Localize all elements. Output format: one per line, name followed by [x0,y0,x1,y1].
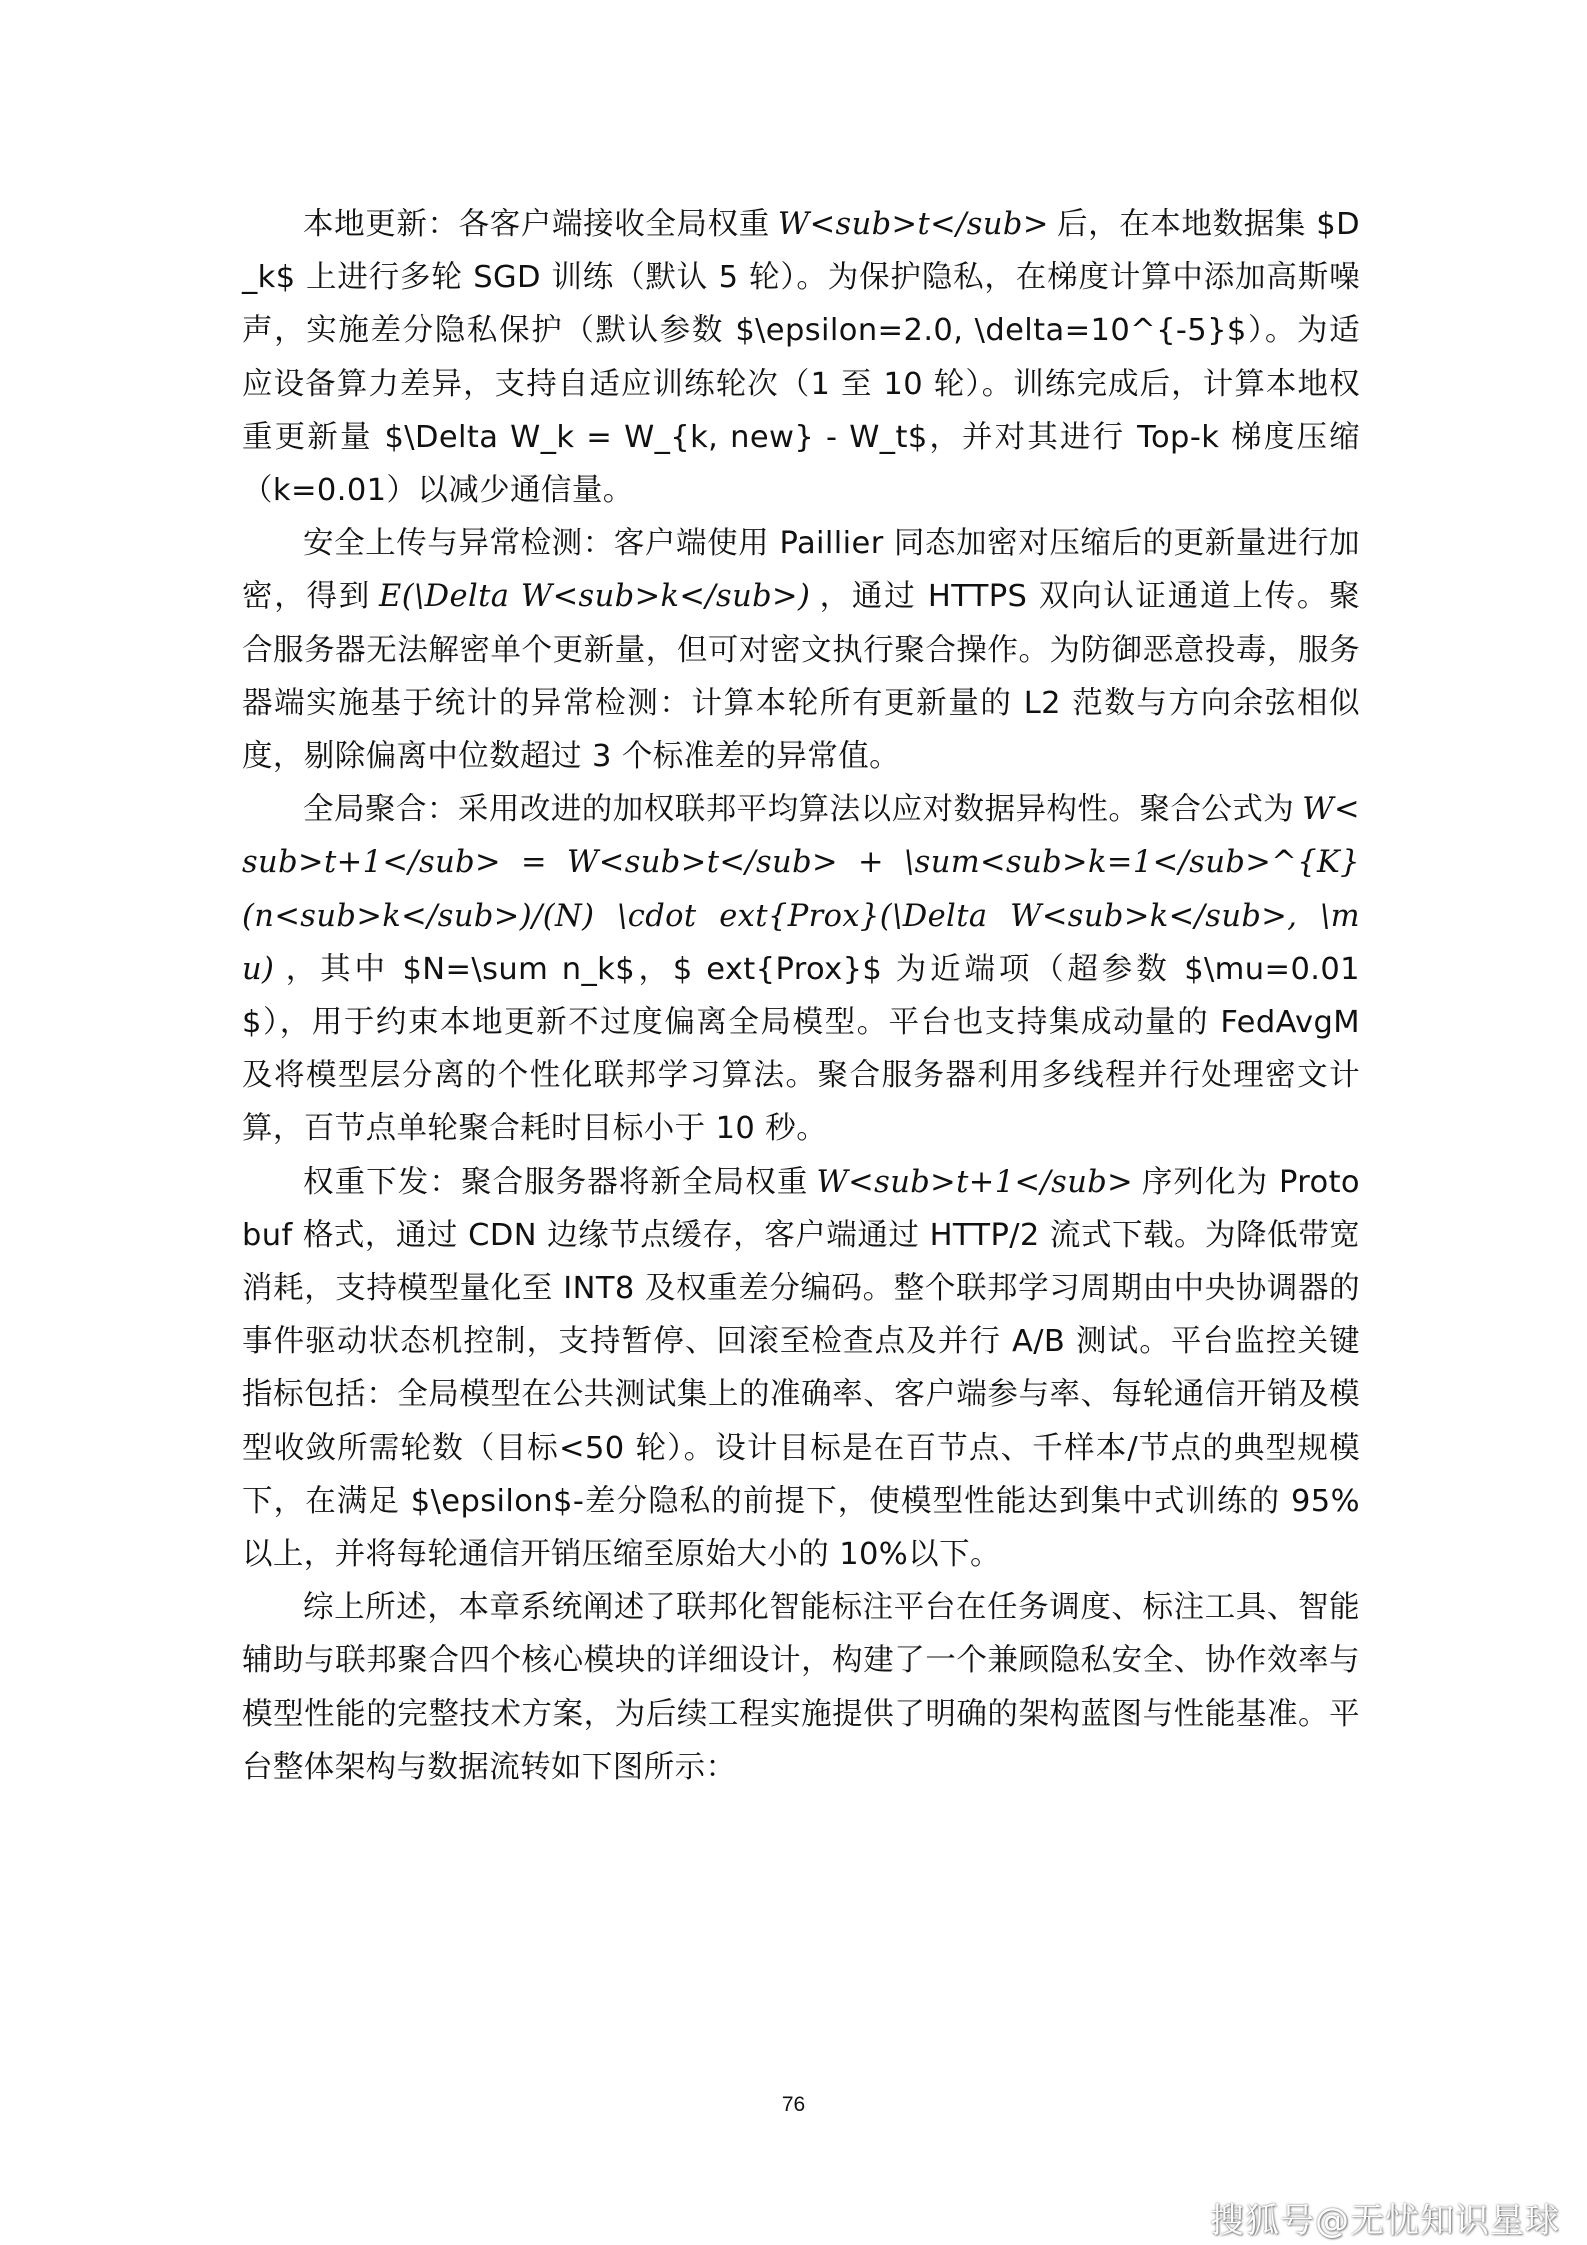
paragraph-text: ，其中 $N=\sum n_k$，$ ext{Prox}$ 为近端项（超参数 $\mu=0.01$），用于约束本地更新不过度偏离全局模型。平台也支持集成动量的 FedAvgM 及将模型层分离的个性化联邦学习算法。聚合服务器利用多线程并行处理密文计算，百节点单轮聚合耗时目标小于 10 秒。 [242,951,1360,1147]
paragraph-text: 全局聚合：采用改进的加权联邦平均算法以应对数据异构性。聚合公式为 [303,792,1295,828]
paragraph-weight-distribution [242,1156,1360,1582]
page-number: 76 [781,2093,806,2116]
paragraph-text: 综上所述，本章系统阐述了联邦化智能标注平台在任务调度、标注工具、智能辅助与联邦聚合四个核心模块的详细设计，构建了一个兼顾隐私安全、协作效率与模型性能的完整技术方案，为后续工程实施提供了明确的架构蓝图与性能基准。平台整体架构与数据流转如下图所示： [242,1590,1360,1785]
paragraph-global-aggregation [242,783,1360,1155]
paragraph-text: 序列化为 Protobuf 格式，通过 CDN 边缘节点缓存，客户端通过 HTTP/2 流式下载。为降低带宽消耗，支持模型量化至 INT8 及权重差分编码。整个联邦学习周期由中央协调器的事件驱动状态机控制，支持暂停、回滚至检查点及并行 A/B 测试。平台监控关键指标包括：全局模型在公共测试集上的准确率、客户端参与率、每轮通信开销及模型收敛所需轮数（目标<50 轮）。设计目标是在百节点、千样本/节点的典型规模下，在满足 $\epsilon$-差分隐私的前提下，使模型性能达到集中式训练的 95%以上，并将每轮通信开销压缩至原始大小的 10%以下。 [242,1164,1360,1573]
paragraph-text: 权重下发：聚合服务器将新全局权重 [303,1164,809,1200]
inline-formula: E(\Delta W<sub>k</sub>) [379,579,811,615]
watermark: 搜狐号@无忧知识星球 [1210,2201,1560,2241]
paragraph-text: 后，在本地数据集 $D_k$ 上进行多轮 SGD 训练（默认 5 轮）。为保护隐私，在梯度计算中添加高斯噪声，实施差分隐私保护（默认参数 $\epsilon=2.0, \delta=10^{-5}$）。为适应设备算力差异，支持自适应训练轮次（1 至 10 轮）。训练完成后，计算本地权重更新量 $\Delta W_k = W_{k, new} - W_t$，并对其进行 Top-k 梯度压缩（k=0.01）以减少通信量。 [242,207,1360,509]
paragraph-text: ，通过 HTTPS 双向认证通道上传。聚合服务器无法解密单个更新量，但可对密文执行聚合操作。为防御恶意投毒，服务器端实施基于统计的异常检测：计算本轮所有更新量的 L2 范数与方向余弦相似度，剔除偏离中位数超过 3 个标准差的异常值。 [242,579,1360,775]
paragraph-text: 安全上传与异常检测：客户端使用 Paillier 同态加密对压缩后的更新量进行加密，得到 [242,526,1360,615]
paragraph-text: 本地更新：各客户端接收全局权重 [303,207,770,242]
inline-formula: W<sub>t+1</sub> [816,1164,1134,1200]
inline-formula: W<sub>t+1</sub> = W<sub>t</sub> + \sum<sub>k=1</sub>^{K} (n<sub>k</sub>)/(N) \cdot ext{Prox}(\Delta W<sub>k</sub>, \mu) [242,792,1360,987]
paragraph-local-update [242,198,1360,517]
paragraph-secure-upload [242,517,1360,783]
paragraph-chapter-summary [242,1581,1360,1794]
page-body [242,198,1360,1794]
inline-formula: W<sub>t</sub> [777,207,1049,242]
